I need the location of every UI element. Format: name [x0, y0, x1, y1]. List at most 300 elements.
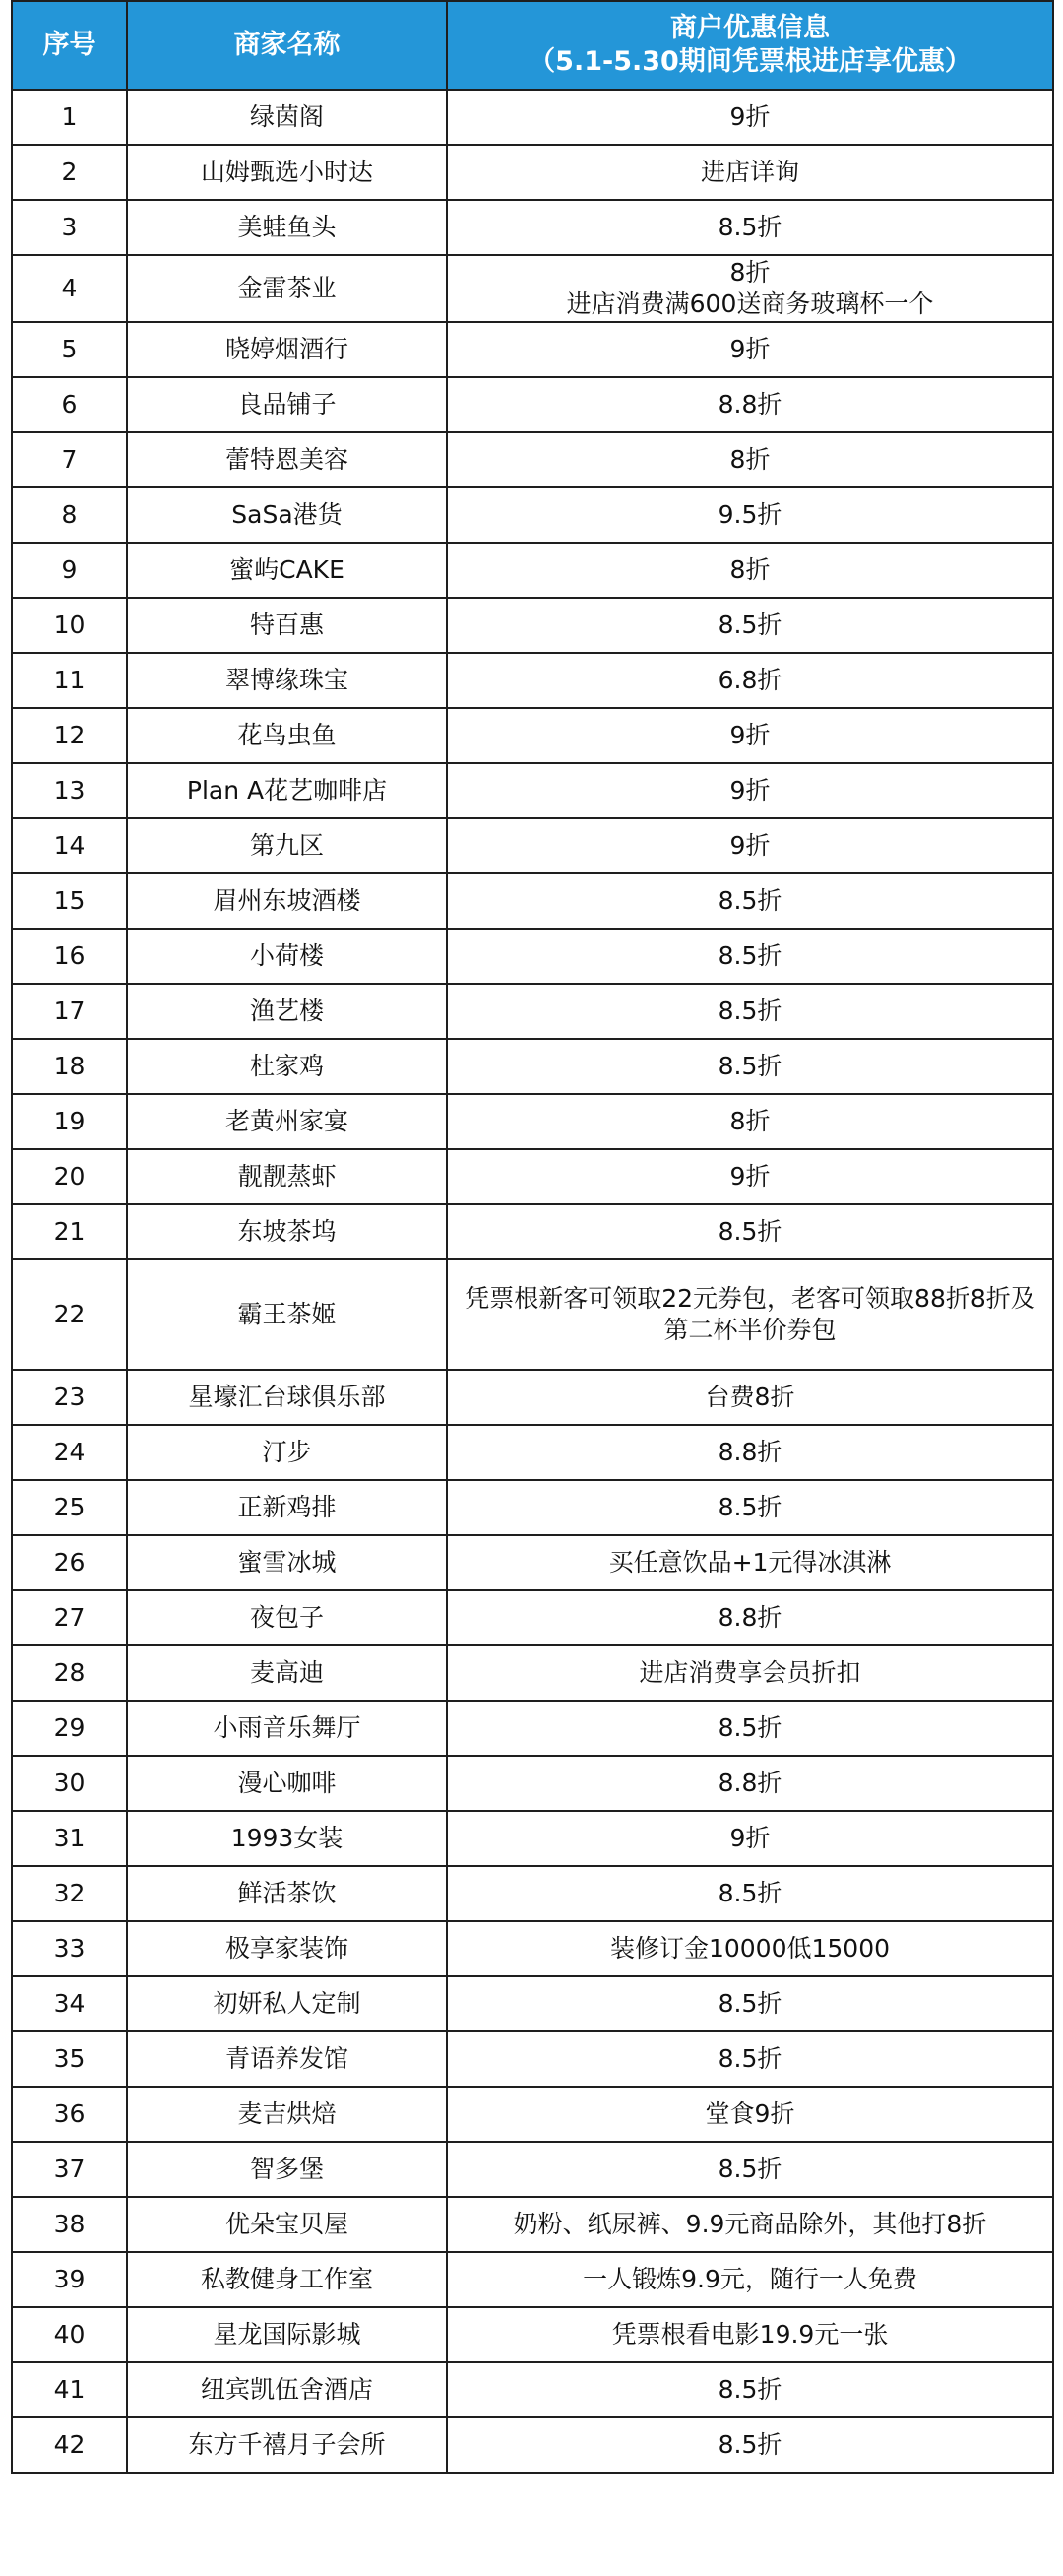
merchant-name-text: 花鸟虫鱼: [237, 720, 337, 749]
offer-info: [447, 708, 1053, 763]
merchant-name: [127, 598, 447, 653]
table-row: [12, 1204, 1053, 1259]
merchant-name-text: 小荷楼: [249, 940, 324, 970]
merchant-name-text: 私教健身工作室: [200, 2264, 373, 2293]
table-row: [12, 1921, 1053, 1976]
merchant-name-text: 星壕汇台球俱乐部: [188, 1382, 386, 1411]
row-index: [12, 598, 127, 653]
row-index: [12, 1259, 127, 1370]
merchant-name-text: 极享家装饰: [224, 1933, 348, 1963]
merchant-name-text: 蕾特恩美容: [224, 444, 348, 474]
offer-info-text: 8.5折: [718, 1878, 782, 1907]
row-index: [12, 90, 127, 145]
offer-info: [447, 1701, 1053, 1756]
merchant-name: [127, 873, 447, 929]
merchant-name-text: 东方千禧月子会所: [188, 2429, 386, 2459]
merchant-name: [127, 377, 447, 432]
offer-info-text: 买任意饮品+1元得冰淇淋: [608, 1547, 892, 1577]
offer-info-text: 8折 进店消费满600送商务玻璃杯一个: [566, 257, 934, 318]
offer-info-text: 堂食9折: [705, 2098, 795, 2128]
offer-info-text: 8折: [729, 554, 771, 584]
row-index-text: 4: [61, 273, 78, 302]
row-index: [12, 1756, 127, 1811]
merchant-name-text: 智多堡: [249, 2154, 324, 2183]
table-body: [12, 90, 1053, 2473]
row-index-text: 20: [53, 1161, 86, 1191]
table-row: [12, 322, 1053, 377]
merchant-name-text: 靓靓蒸虾: [237, 1161, 337, 1191]
offer-info-text: 9.5折: [718, 499, 782, 529]
table-row: [12, 1866, 1053, 1921]
row-index: [12, 1480, 127, 1535]
offer-info-text: 8.8折: [718, 389, 782, 419]
merchant-name-text: 小雨音乐舞厅: [213, 1712, 361, 1742]
offer-info: [447, 2307, 1053, 2362]
offer-info-text: 9折: [729, 101, 771, 131]
row-index: [12, 708, 127, 763]
offer-info: [447, 929, 1053, 984]
row-index-text: 5: [61, 334, 78, 363]
row-index-text: 27: [53, 1602, 86, 1632]
offer-info: [447, 1645, 1053, 1701]
row-index: [12, 377, 127, 432]
merchant-name-text: Plan A花艺咖啡店: [186, 775, 388, 805]
offer-info-text: 8折: [729, 444, 771, 474]
row-index: [12, 1039, 127, 1094]
offer-info-text: 8.8折: [718, 1768, 782, 1797]
offer-info: [447, 1866, 1053, 1921]
merchant-name: [127, 1204, 447, 1259]
table-row: [12, 487, 1053, 543]
table-row: [12, 2197, 1053, 2252]
table-row: [12, 1039, 1053, 1094]
table-row: [12, 1259, 1053, 1370]
row-index-text: 39: [53, 2264, 86, 2293]
offer-info: [447, 1204, 1053, 1259]
table-row: [12, 1425, 1053, 1480]
offer-info: [447, 2417, 1053, 2473]
offer-info: [447, 2252, 1053, 2307]
merchant-name: [127, 432, 447, 487]
table-row: [12, 1976, 1053, 2031]
row-index-text: 6: [61, 389, 78, 419]
row-index: [12, 1149, 127, 1204]
row-index: [12, 873, 127, 929]
header-offer-period: （5.1-5.30期间凭票根进店享优惠）: [529, 46, 971, 77]
merchant-name: [127, 543, 447, 598]
offer-info-text: 台费8折: [705, 1382, 795, 1411]
merchant-name: [127, 2417, 447, 2473]
merchant-name: [127, 763, 447, 818]
offer-info: [447, 2087, 1053, 2142]
offer-info-text: 8.5折: [718, 2374, 782, 2404]
merchant-name: [127, 2252, 447, 2307]
offer-info-text: 8.5折: [718, 2043, 782, 2073]
offer-info: [447, 2197, 1053, 2252]
merchant-name-text: 1993女装: [230, 1823, 344, 1852]
merchant-name: [127, 1149, 447, 1204]
table-row: [12, 1480, 1053, 1535]
merchant-name: [127, 1039, 447, 1094]
header-merchant-name: 商家名称: [127, 1, 447, 90]
merchant-name-text: 纽宾凯伍舍酒店: [200, 2374, 373, 2404]
row-index: [12, 145, 127, 200]
offer-info: [447, 1425, 1053, 1480]
offer-info: [447, 2031, 1053, 2087]
row-index-text: 21: [53, 1216, 86, 1246]
merchant-name-text: 绿茵阁: [249, 101, 324, 131]
table-row: [12, 432, 1053, 487]
offer-info: [447, 1921, 1053, 1976]
offer-info: [447, 322, 1053, 377]
merchant-discount-table: [11, 0, 1054, 2474]
offer-info: [447, 1480, 1053, 1535]
table-row: [12, 2417, 1053, 2473]
row-index-text: 34: [53, 1988, 86, 2018]
row-index-text: 16: [53, 940, 86, 970]
row-index-text: 2: [61, 157, 78, 186]
offer-info-text: 9折: [729, 775, 771, 805]
table-row: [12, 543, 1053, 598]
merchant-name-text: 美蛙鱼头: [237, 212, 337, 241]
merchant-name: [127, 1811, 447, 1866]
offer-info: [447, 873, 1053, 929]
merchant-name-text: 东坡茶坞: [237, 1216, 337, 1246]
merchant-name: [127, 2142, 447, 2197]
offer-info-text: 8.5折: [718, 885, 782, 915]
offer-info-text: 8折: [729, 1106, 771, 1135]
row-index: [12, 653, 127, 708]
row-index-text: 25: [53, 1492, 86, 1521]
merchant-name-text: 眉州东坡酒楼: [213, 885, 361, 915]
offer-info-text: 8.5折: [718, 1492, 782, 1521]
merchant-name: [127, 145, 447, 200]
row-index-text: 40: [53, 2319, 86, 2349]
offer-info: [447, 1149, 1053, 1204]
merchant-name: [127, 1701, 447, 1756]
merchant-name: [127, 322, 447, 377]
merchant-name: [127, 1535, 447, 1590]
merchant-name: [127, 984, 447, 1039]
offer-info-text: 8.5折: [718, 1712, 782, 1742]
offer-info-text: 8.5折: [718, 996, 782, 1025]
row-index: [12, 2142, 127, 2197]
offer-info: [447, 1756, 1053, 1811]
row-index: [12, 2197, 127, 2252]
row-index: [12, 1590, 127, 1645]
offer-info: [447, 432, 1053, 487]
merchant-name: [127, 1370, 447, 1425]
offer-info: [447, 818, 1053, 873]
merchant-name-text: 青语养发馆: [224, 2043, 348, 2073]
merchant-name: [127, 1866, 447, 1921]
merchant-name-text: SaSa港货: [231, 499, 343, 529]
header-index: 序号: [12, 1, 127, 90]
merchant-name: [127, 90, 447, 145]
offer-info-text: 6.8折: [718, 665, 782, 694]
merchant-name: [127, 487, 447, 543]
offer-info: [447, 90, 1053, 145]
row-index: [12, 2307, 127, 2362]
header-offer-title: 商户优惠信息: [670, 13, 830, 44]
merchant-name-text: 初妍私人定制: [213, 1988, 361, 2018]
offer-info: [447, 377, 1053, 432]
offer-info-text: 8.5折: [718, 2429, 782, 2459]
row-index-text: 22: [53, 1299, 86, 1328]
merchant-name: [127, 818, 447, 873]
row-index: [12, 2031, 127, 2087]
merchant-name: [127, 2307, 447, 2362]
merchant-name: [127, 255, 447, 322]
offer-info-text: 8.5折: [718, 940, 782, 970]
row-index: [12, 1535, 127, 1590]
merchant-name: [127, 2031, 447, 2087]
merchant-name: [127, 1259, 447, 1370]
row-index-text: 35: [53, 2043, 86, 2073]
row-index: [12, 929, 127, 984]
row-index: [12, 322, 127, 377]
merchant-name-text: 麦吉烘焙: [237, 2098, 337, 2128]
row-index-text: 11: [53, 665, 86, 694]
merchant-name: [127, 1756, 447, 1811]
offer-info-text: 8.5折: [718, 1051, 782, 1080]
table-row: [12, 929, 1053, 984]
row-index-text: 37: [53, 2154, 86, 2183]
merchant-name-text: 汀步: [262, 1437, 312, 1466]
row-index-text: 1: [61, 101, 78, 131]
merchant-name-text: 晓婷烟酒行: [224, 334, 348, 363]
row-index: [12, 763, 127, 818]
offer-info-text: 进店详询: [700, 157, 799, 186]
offer-info-text: 9折: [729, 334, 771, 363]
table-row: [12, 2252, 1053, 2307]
row-index-text: 33: [53, 1933, 86, 1963]
table-row: [12, 1645, 1053, 1701]
offer-info: [447, 984, 1053, 1039]
row-index-text: 42: [53, 2429, 86, 2459]
offer-info: [447, 1370, 1053, 1425]
table-row: [12, 1370, 1053, 1425]
row-index: [12, 432, 127, 487]
offer-info-text: 凭票根新客可领取22元券包，老客可领取88折8折及 第二杯半价券包: [465, 1283, 1035, 1344]
row-index-text: 17: [53, 996, 86, 1025]
row-index-text: 10: [53, 610, 86, 639]
offer-info: [447, 763, 1053, 818]
row-index-text: 7: [61, 444, 78, 474]
offer-info-text: 一人锻炼9.9元，随行一人免费: [583, 2264, 917, 2293]
offer-info: [447, 1590, 1053, 1645]
offer-info: [447, 543, 1053, 598]
merchant-name-text: 第九区: [249, 830, 324, 860]
merchant-name: [127, 1480, 447, 1535]
row-index: [12, 2087, 127, 2142]
offer-info: [447, 1535, 1053, 1590]
offer-info-text: 8.5折: [718, 2154, 782, 2183]
offer-info: [447, 487, 1053, 543]
table-row: [12, 1535, 1053, 1590]
merchant-name-text: 特百惠: [249, 610, 324, 639]
offer-info-text: 8.5折: [718, 1988, 782, 2018]
offer-info-text: 奶粉、纸尿裤、9.9元商品除外，其他打8折: [513, 2209, 987, 2238]
row-index-text: 8: [61, 499, 78, 529]
row-index-text: 9: [61, 554, 78, 584]
table-header: [12, 1, 1053, 90]
merchant-name: [127, 1094, 447, 1149]
row-index-text: 15: [53, 885, 86, 915]
row-index-text: 24: [53, 1437, 86, 1466]
offer-info-text: 9折: [729, 830, 771, 860]
merchant-name-text: 渔艺楼: [249, 996, 324, 1025]
row-index-text: 12: [53, 720, 86, 749]
table-row: [12, 708, 1053, 763]
row-index: [12, 1976, 127, 2031]
merchant-name-text: 山姆甄选小时达: [200, 157, 373, 186]
offer-info: [447, 2362, 1053, 2417]
merchant-name-text: 鲜活茶饮: [237, 1878, 337, 1907]
offer-info: [447, 2142, 1053, 2197]
row-index-text: 32: [53, 1878, 86, 1907]
offer-info: [447, 255, 1053, 322]
offer-info-text: 凭票根看电影19.9元一张: [611, 2319, 889, 2349]
table-row: [12, 653, 1053, 708]
row-index: [12, 1094, 127, 1149]
merchant-name-text: 漫心咖啡: [237, 1768, 337, 1797]
row-index-text: 31: [53, 1823, 86, 1852]
row-index: [12, 543, 127, 598]
table-row: [12, 1701, 1053, 1756]
merchant-name: [127, 1590, 447, 1645]
offer-info-text: 8.8折: [718, 1602, 782, 1632]
row-index: [12, 1866, 127, 1921]
row-index: [12, 2417, 127, 2473]
row-index-text: 28: [53, 1657, 86, 1687]
row-index-text: 38: [53, 2209, 86, 2238]
row-index-text: 26: [53, 1547, 86, 1577]
merchant-name: [127, 1425, 447, 1480]
table-row: [12, 763, 1053, 818]
offer-info: [447, 200, 1053, 255]
row-index-text: 13: [53, 775, 86, 805]
row-index: [12, 487, 127, 543]
offer-info: [447, 145, 1053, 200]
row-index: [12, 1921, 127, 1976]
merchant-name: [127, 929, 447, 984]
merchant-name: [127, 708, 447, 763]
merchant-name: [127, 2362, 447, 2417]
merchant-name: [127, 1645, 447, 1701]
table-row: [12, 2307, 1053, 2362]
row-index-text: 18: [53, 1051, 86, 1080]
table-row: [12, 1149, 1053, 1204]
merchant-name-text: 星龙国际影城: [213, 2319, 361, 2349]
row-index: [12, 1701, 127, 1756]
offer-info: [447, 598, 1053, 653]
offer-info-text: 8.5折: [718, 212, 782, 241]
merchant-name-text: 金雷茶业: [237, 273, 337, 302]
merchant-name-text: 老黄州家宴: [224, 1106, 348, 1135]
row-index: [12, 1425, 127, 1480]
table-row: [12, 984, 1053, 1039]
row-index: [12, 2252, 127, 2307]
table-row: [12, 2087, 1053, 2142]
merchant-name: [127, 1976, 447, 2031]
merchant-name-text: 蜜雪冰城: [237, 1547, 337, 1577]
row-index-text: 29: [53, 1712, 86, 1742]
merchant-name-text: 正新鸡排: [237, 1492, 337, 1521]
merchant-name: [127, 1921, 447, 1976]
merchant-name-text: 杜家鸡: [249, 1051, 324, 1080]
merchant-name-text: 霸王茶姬: [237, 1299, 337, 1328]
offer-info-text: 9折: [729, 720, 771, 749]
table-row: [12, 2142, 1053, 2197]
row-index: [12, 984, 127, 1039]
row-index-text: 23: [53, 1382, 86, 1411]
table-row: [12, 2362, 1053, 2417]
row-index-text: 36: [53, 2098, 86, 2128]
merchant-name: [127, 200, 447, 255]
offer-info: [447, 1811, 1053, 1866]
row-index: [12, 1370, 127, 1425]
row-index-text: 41: [53, 2374, 86, 2404]
row-index: [12, 1204, 127, 1259]
merchant-name: [127, 2087, 447, 2142]
row-index-text: 19: [53, 1106, 86, 1135]
offer-info: [447, 1094, 1053, 1149]
row-index-text: 30: [53, 1768, 86, 1797]
offer-info-text: 8.8折: [718, 1437, 782, 1466]
offer-info: [447, 1039, 1053, 1094]
table-row: [12, 2031, 1053, 2087]
table-row: [12, 598, 1053, 653]
merchant-name-text: 翠博缘珠宝: [224, 665, 348, 694]
table-row: [12, 818, 1053, 873]
offer-info-text: 8.5折: [718, 610, 782, 639]
merchant-name-text: 夜包子: [249, 1602, 324, 1632]
merchant-name-text: 优朵宝贝屋: [224, 2209, 348, 2238]
offer-info-text: 9折: [729, 1823, 771, 1852]
offer-info-text: 8.5折: [718, 1216, 782, 1246]
table-row: [12, 255, 1053, 322]
row-index: [12, 1811, 127, 1866]
row-index: [12, 1645, 127, 1701]
row-index-text: 14: [53, 830, 86, 860]
row-index: [12, 2362, 127, 2417]
merchant-name: [127, 2197, 447, 2252]
offer-info-text: 进店消费享会员折扣: [639, 1657, 861, 1687]
table-row: [12, 1756, 1053, 1811]
offer-info: [447, 1976, 1053, 2031]
table-row: [12, 1094, 1053, 1149]
merchant-name-text: 良品铺子: [237, 389, 337, 419]
merchant-name-text: 麦高迪: [249, 1657, 324, 1687]
table-row: [12, 90, 1053, 145]
header-offer-info: [447, 1, 1053, 90]
header-row: [12, 1, 1053, 90]
offer-info-text: 9折: [729, 1161, 771, 1191]
table-row: [12, 145, 1053, 200]
offer-info-text: 装修订金10000低15000: [609, 1933, 891, 1963]
row-index-text: 3: [61, 212, 78, 241]
row-index: [12, 818, 127, 873]
table-row: [12, 873, 1053, 929]
table-row: [12, 377, 1053, 432]
offer-info: [447, 653, 1053, 708]
table-row: [12, 1590, 1053, 1645]
merchant-name: [127, 653, 447, 708]
table-row: [12, 200, 1053, 255]
table-row: [12, 1811, 1053, 1866]
row-index: [12, 255, 127, 322]
